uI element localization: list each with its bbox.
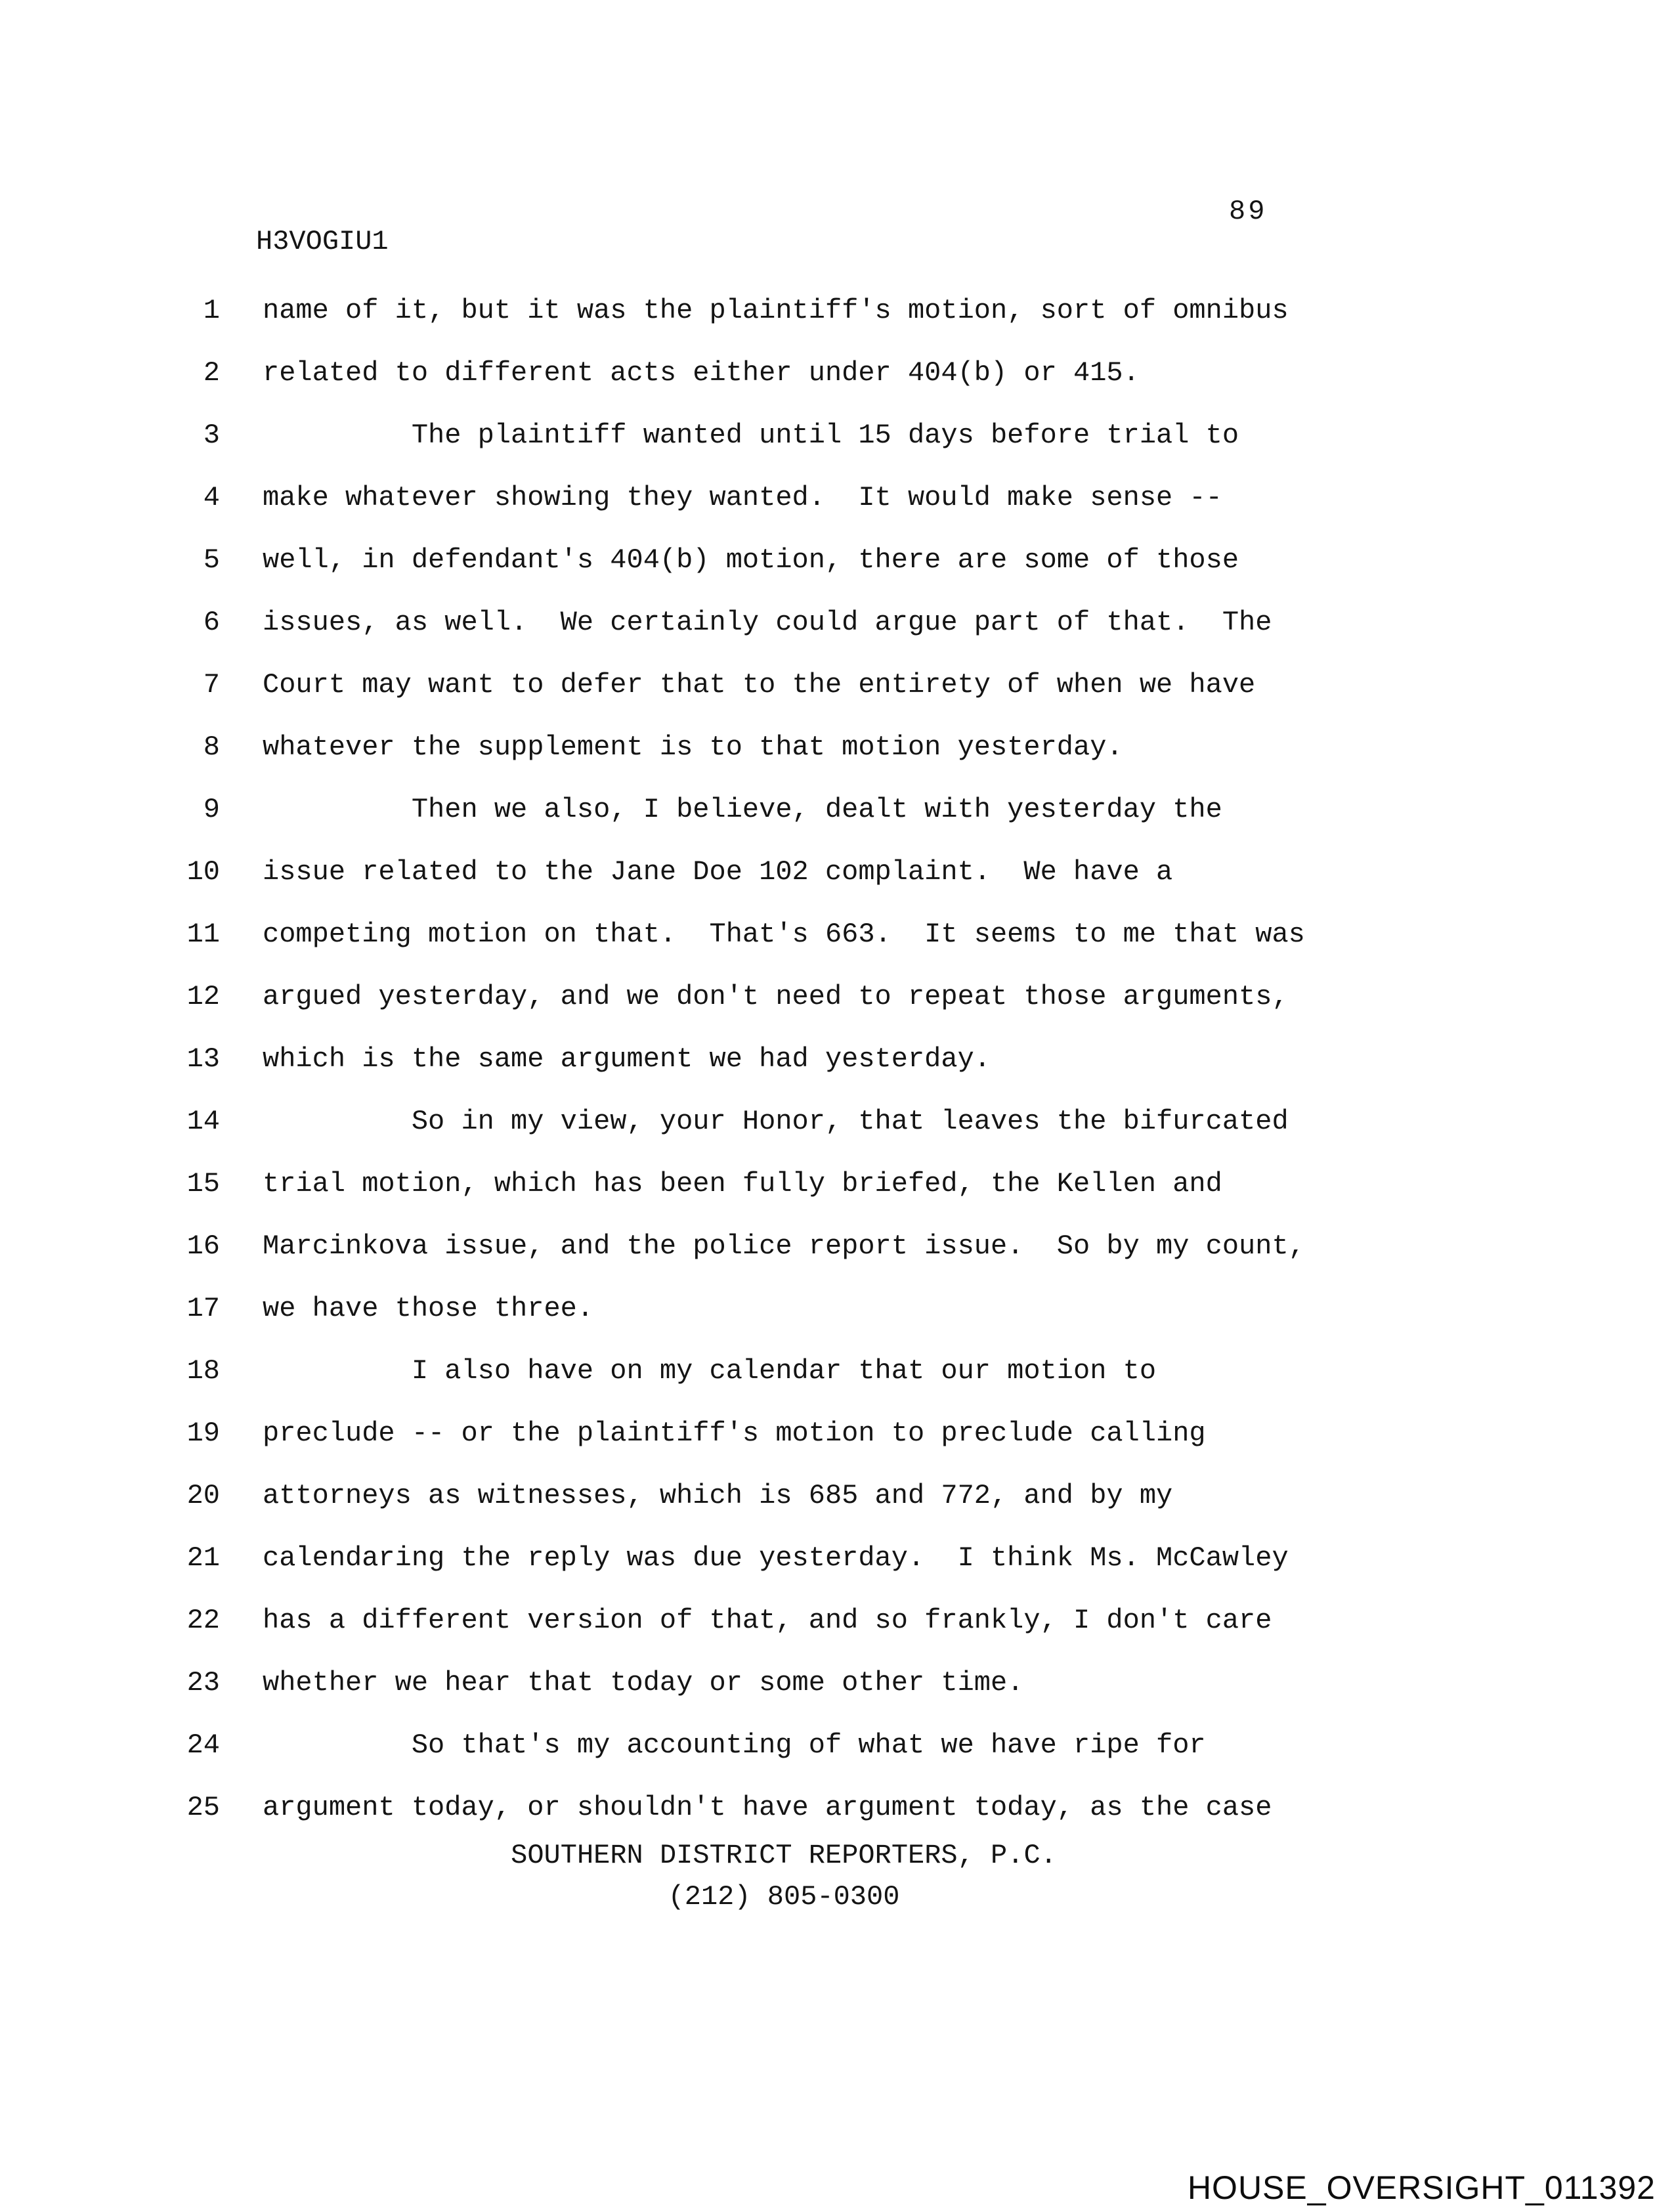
transcript-line [0,1465,1674,1527]
line-number: 3 [203,420,220,451]
page-number: 89 [1229,196,1268,227]
line-number: 9 [203,794,220,825]
line-number: 15 [186,1168,220,1200]
transcript-line [0,1028,1674,1091]
transcript-line [0,841,1674,903]
transcript-line [0,1153,1674,1215]
line-number: 18 [186,1355,220,1387]
line-text: we have those three. [263,1293,594,1324]
line-text: which is the same argument we had yesterday. [263,1043,991,1075]
line-text: The plaintiff wanted until 15 days before trial to [263,420,1239,451]
line-text: Court may want to defer that to the entirety of when we have [263,669,1256,701]
transcript-body [0,280,1674,1839]
line-text: argued yesterday, and we don't need to repeat those arguments, [263,981,1289,1012]
line-text: Marcinkova issue, and the police report issue. So by my count, [263,1230,1305,1262]
line-number: 17 [186,1293,220,1324]
line-number: 19 [186,1418,220,1449]
transcript-line [0,1777,1674,1839]
line-text: calendaring the reply was due yesterday. I think Ms. McCawley [263,1542,1289,1574]
line-number: 20 [186,1480,220,1511]
transcript-line [0,903,1674,966]
line-number: 8 [203,731,220,763]
transcript-line [0,467,1674,529]
line-text: name of it, but it was the plaintiff's motion, sort of omnibus [263,295,1289,326]
line-text: related to different acts either under 404(b) or 415. [263,357,1140,389]
line-number: 16 [186,1230,220,1262]
transcript-line [0,280,1674,342]
line-text: argument today, or shouldn't have argument today, as the case [263,1792,1272,1823]
line-text: make whatever showing they wanted. It would make sense -- [263,482,1222,513]
transcript-line [0,1527,1674,1590]
transcript-line [0,654,1674,716]
transcript-line [0,404,1674,467]
transcript-line [0,529,1674,592]
transcript-line [0,966,1674,1028]
line-number: 22 [186,1605,220,1636]
reporter-footer [263,1835,1305,1918]
line-text: issues, as well. We certainly could argue part of that. The [263,607,1272,638]
bates-stamp: HOUSE_OVERSIGHT_011392 [1187,2169,1656,2206]
line-text: I also have on my calendar that our motion to [263,1355,1157,1387]
transcript-line [0,1714,1674,1777]
line-number: 21 [186,1542,220,1574]
line-number: 12 [186,981,220,1012]
line-text: attorneys as witnesses, which is 685 and 772, and by my [263,1480,1173,1511]
line-text: So in my view, your Honor, that leaves the bifurcated [263,1106,1289,1137]
line-number: 10 [186,856,220,888]
line-number: 25 [186,1792,220,1823]
transcript-line [0,592,1674,654]
line-number: 14 [186,1106,220,1137]
line-number: 5 [203,544,220,576]
transcript-line [0,1402,1674,1465]
line-text: Then we also, I believe, dealt with yesterday the [263,794,1222,825]
line-number: 13 [186,1043,220,1075]
transcript-line [0,779,1674,841]
line-text: preclude -- or the plaintiff's motion to preclude calling [263,1418,1206,1449]
line-number: 7 [203,669,220,701]
transcript-line [0,1590,1674,1652]
line-text: So that's my accounting of what we have ripe for [263,1729,1206,1761]
transcript-line [0,1340,1674,1402]
line-text: trial motion, which has been fully briefed, the Kellen and [263,1168,1222,1200]
line-text: whether we hear that today or some other time. [263,1667,1024,1699]
line-text: competing motion on that. That's 663. It seems to me that was [263,919,1305,950]
transcript-line [0,342,1674,404]
transcript-line [0,1652,1674,1714]
line-number: 6 [203,607,220,638]
transcript-header-id: H3VOGIU1 [256,226,389,257]
line-number: 23 [186,1667,220,1699]
transcript-line [0,1091,1674,1153]
line-number: 4 [203,482,220,513]
line-number: 1 [203,295,220,326]
line-number: 11 [186,919,220,950]
line-text: whatever the supplement is to that motion yesterday. [263,731,1123,763]
reporter-name: SOUTHERN DISTRICT REPORTERS, P.C. [511,1840,1057,1871]
reporter-phone: (212) 805-0300 [668,1881,900,1913]
line-number: 24 [186,1729,220,1761]
line-text: well, in defendant's 404(b) motion, there are some of those [263,544,1239,576]
transcript-line [0,1278,1674,1340]
transcript-line [0,716,1674,779]
line-number: 2 [203,357,220,389]
line-text: has a different version of that, and so frankly, I don't care [263,1605,1272,1636]
transcript-line [0,1215,1674,1278]
line-text: issue related to the Jane Doe 102 complaint. We have a [263,856,1173,888]
